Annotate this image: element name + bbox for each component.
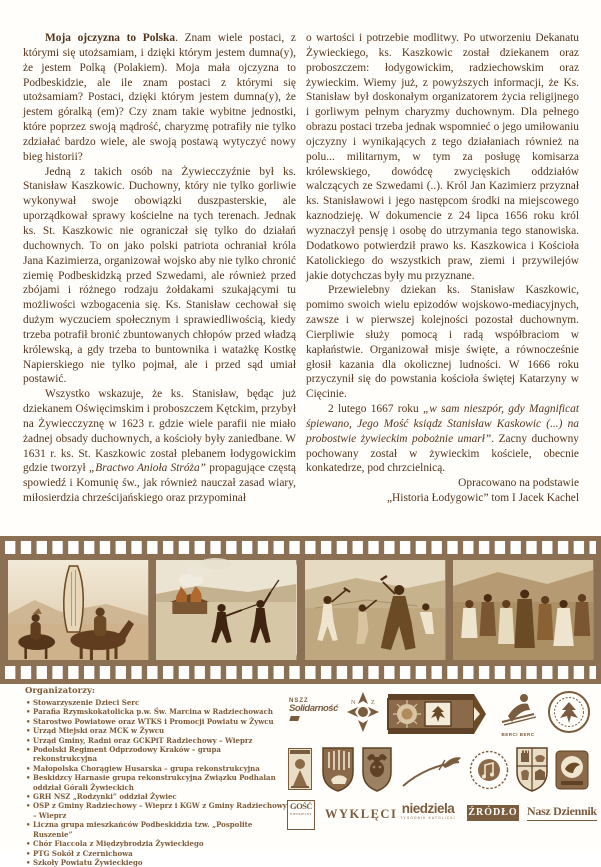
organizer-item: • Parafia Rzymskokatolicka p.w. Św. Marcina w Radziechowach xyxy=(25,707,287,716)
procession-crowd-illustration xyxy=(453,560,593,660)
organizers-list xyxy=(25,698,287,867)
gosc-niedzielny-logo: GOŚĆ NIEDZIELNY xyxy=(287,800,315,830)
organizer-item: • Urząd Gminy, Radni oraz GCKPiT Radziechowy – Wieprz xyxy=(25,736,287,745)
organizer-item: • Beskidzcy Harnasie grupa rekonstrukcyjna Związku Podhalan oddział Górali Żywieckich xyxy=(25,773,287,792)
organizer-item: • Liczna grupa mieszkańców Podbeskidzia tzw. „Pospolite Ruszenie” xyxy=(25,820,287,839)
organizer-item: • Stowarzyszenie Dzieci Serc xyxy=(25,698,287,707)
berci-berc-logo: BERCI BERC xyxy=(495,692,541,737)
paragraph: Moja ojczyzna to Polska. Znam wiele postaci, z którymi się utożsamiam, i dzięki którym jestem dumna(y), że jestem Polką (Polakiem). Moja mała ojczyzna to Podbeskidzie, ale ile znam postaci z którymi się utożsamiam? Postaci, dzięki którym jestem dumna(y), że jestem góralką (em)? Czy znam takie wybitne jednostki, które poprzez swoją mądrość, charyzmę potrafiły nie tylko zdziałać bardzo wiele, ale swoją postawą wytyczyć nowy bieg historii? xyxy=(23,32,296,163)
swordsmen-duel-illustration xyxy=(156,560,296,660)
ski-jumper-icon xyxy=(498,692,538,726)
husaria-shield-icon xyxy=(321,746,355,792)
highlanders-skirmish-photo xyxy=(305,560,445,660)
war-scythe-icon xyxy=(399,752,463,790)
wykleci-logo: WYKLĘCI xyxy=(325,807,398,821)
organizer-item: • Chór Fiaccola z Międzybrodzia Żywieckiego xyxy=(25,839,287,848)
quoted-chronicle: „w sam nieszpór, gdy Magnificat śpiewano, Jego Mość ksiądz Stanisław Kaskowic (...) na probostwie żywieckim pobożnie umarł” xyxy=(306,403,580,445)
procession-crowd-photo xyxy=(453,560,593,660)
svg-text:Z: Z xyxy=(371,700,375,706)
winged-hussars-illustration xyxy=(8,560,148,660)
article xyxy=(23,31,579,534)
sponsor-logos xyxy=(287,688,599,846)
paragraph: o wartości i potrzebie modlitwy. Po utworzeniu Dekanatu Żywieckiego, ks. Kaszkowic został dziekanem oraz proboszczem: łodygowickim, radziechowskim oraz żywieckim. Wiemy już, z powyższych informacji, że Ks. Stanisław był doskonałym organizatorem życia religijnego i gorliwym pełnym charyzmy duchownym. Dla pełnego obrazu postaci trzeba jednak wspomnieć o jego umiłowaniu ojczyzny i wynikających z tego działaniach również na polu... militarnym, w tym za posługę komisarza królewskiego, dowódcę zwycięskich oddziałów walczących ze Szwedami (..). Król Jan Kazimierz przyznał ks. Stanisławowi i jego następcom środki na miejscowego kaznodzieję. W dokumencie z 24 lipca 1656 roku król wyznaczył pensję i osobę do utrzymania tego stanowiska. Dodatkowo potwierdził prawo ks. Kaszkowica i Kościoła Katolickiego do wszystkich praw, ziemi i przywilejów jakie dotychczas były mu przyznane. xyxy=(306,32,579,282)
solidarnosc-flag-icon xyxy=(289,716,300,721)
mck-zywiec-logo xyxy=(469,750,509,790)
article-left-column xyxy=(23,31,296,534)
organizer-item: • Podolski Regiment Odprzodowy Kraków – grupa rekonstrukcyjna xyxy=(25,745,287,764)
quartered-shield-icon xyxy=(515,746,549,792)
film-sprockets-top xyxy=(5,541,596,554)
film-sprockets-bottom xyxy=(5,666,596,679)
organizer-item: • PTG Sokół z Czernichowa xyxy=(25,849,287,858)
eagle-seal-icon xyxy=(547,690,591,734)
nasz-dziennik-logo: Nasz Dziennik xyxy=(527,804,597,821)
article-right-column xyxy=(306,31,579,534)
paragraph: Wszystko wskazuje, że ks. Stanisław, będąc już dziekanem Oświęcimskim i proboszczem Kętckim, przybył na Żywiecczyznę w 1623 r. gdzie wiele parafii nie miało żadnej obsady duchownych, a kościoły były zaniedbane. W 1631 r. ks. St. Kaszkowic został plebanem łodygowickim gdzie tworzył „Bractwo Anioła Stróża” propagujące częstą spowiedź i Komunię św., jak również nauczał zasad wiary, miłosierdzia chrześcijańskiego oraz przypominał xyxy=(23,388,296,505)
nsz-cross-icon xyxy=(345,690,381,734)
paragraph: Przewielebny dziekan ks. Stanisław Kaszkowic, pomimo swoich wielu epizodów wojskowo-mediacyjnych, zawsze i w pierwszej kolejności pozostał duchownym. Cierpliwie służy pomocą i radą współbraciom w kapłaństwie. Organizował misje święte, a równocześnie głosił kazania dla okolicznej ludności. W 1666 roku przyczynił się do powstania kościoła świętej Katarzyny w Cięcinie. xyxy=(306,284,579,401)
film-strip xyxy=(0,536,601,684)
organizers-title: Organizatorzy: xyxy=(25,686,96,696)
regiment-banner-icon xyxy=(387,693,487,735)
highlanders-skirmish-illustration xyxy=(305,560,445,660)
paragraph: 2 lutego 1667 roku „w sam nieszpór, gdy Magnificat śpiewano, Jego Mość ksiądz Stanisław Kaskowic (...) na probostwie żywieckim pobożnie umarł”. Zacny duchowny pochowany został w żywieckim kościele, obecnie konkatedrze, pod chrzcielnicą. xyxy=(306,403,580,475)
nszz-solidarnosc-logo: NSZZ Solidarność xyxy=(289,698,341,724)
credits: Opracowano na podstawie „Historia Łodygowic” tom I Jacek Kachel xyxy=(387,477,579,505)
paragraph: Jedną z takich osób na Żywiecczyźnie był ks. Stanisław Kaszkowic. Duchowny, który nie tylko gorliwie wykonywał swoje obowiązki duszpasterskie, ale uporządkował sprawy kościelne na tych terenach. Jednak ks. St. Kaszkowic nie ograniczał się tylko do działań duchownych. To on jako polski patriota ochraniał króla Jana Kazimierza, organizował wojsko aby nie tylko chronić ziemię Podbeskidzką przed Szwedami, ale również przed zbójami i różnego rodzaju żołdakami szukającymi tu możliwości wzbogacenia się. Ks. Stanisław cechował się dużym wyczuciem społecznym i sprawiedliwością, kiedy trzeba potrafił bronić zbuntowanych chłopów przed władzą królewską, a gdy trzeba to buntownika i watażkę Kostkę Napierskiego nie tylko pojmał, ale i przed sąd umiał postawić. xyxy=(23,165,296,386)
footer xyxy=(0,686,601,867)
bird-emblem-icon xyxy=(555,750,589,790)
quoted-title: „Bractwo Anioła Stróża” xyxy=(88,462,207,475)
lead-sentence: Moja ojczyzna to Polska xyxy=(45,32,176,44)
svg-text:N: N xyxy=(351,700,356,706)
parish-poster-icon xyxy=(288,748,312,790)
winged-hussars-photo xyxy=(8,560,148,660)
organizer-item: • Małopolska Chorągiew Husarska – grupa rekonstrukcyjna xyxy=(25,764,287,773)
bull-shield-icon xyxy=(361,746,393,792)
organizer-item: • Starostwo Powiatowe oraz WTKS i Promocji Powiatu w Żywcu xyxy=(25,717,287,726)
organizer-item: • OSP z Gminy Radziechowy – Wieprz i KGW z Gminy Radziechowy – Wieprz xyxy=(25,801,287,820)
film-photos xyxy=(0,554,601,660)
organizer-item: • GRH NSZ „Rodzynki” oddział Żywiec xyxy=(25,792,287,801)
swordsmen-duel-photo xyxy=(156,560,296,660)
niedziela-logo: niedziela TYGODNIK KATOLICKI xyxy=(400,801,456,820)
organizer-item: • Szkoły Powiatu Żywieckiego xyxy=(25,858,287,867)
organizers-block xyxy=(25,686,287,867)
organizer-item: • Urząd Miejski oraz MCK w Żywcu xyxy=(25,726,287,735)
zrodlo-logo: ŹRÓDŁO xyxy=(467,805,519,821)
